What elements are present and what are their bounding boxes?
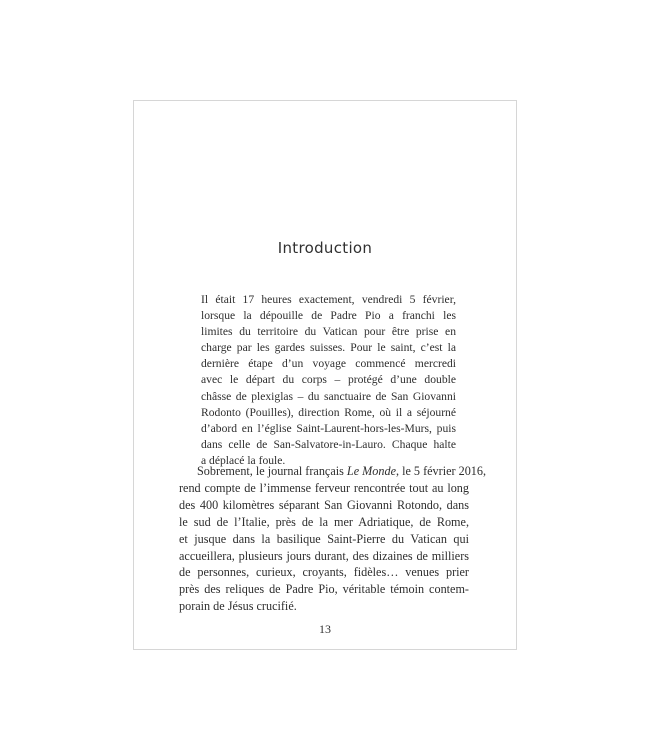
quote-line: châsse de plexiglas – du sanctuaire de San Giovanni [201, 389, 456, 403]
quote-line: lorsque la dépouille de Padre Pio a franchi les [201, 309, 456, 323]
quote-line: d’abord en l’église Saint-Laurent-hors-les-Murs, puis [201, 421, 456, 435]
quote-line: charge par les gardes suisses. Pour le saint, c’est la [201, 341, 456, 355]
body-line-first [179, 463, 487, 480]
body-line: de personnes, curieux, croyants, fidèles… venues prier [179, 565, 469, 580]
body-text: Sobrement, le journal français [197, 464, 347, 478]
newspaper-name: Le Monde [346, 464, 396, 478]
book-page [133, 100, 517, 650]
quote-line: dans celle de San-Salvatore-in-Lauro. Chaque halte [201, 437, 456, 451]
body-line: près des reliques de Padre Pio, véritable témoin contem- [179, 582, 469, 597]
body-line: accueillera, plusieurs jours durant, des dizaines de milliers [179, 548, 469, 563]
body-line: des 400 kilomètres séparant San Giovanni Rotondo, dans [179, 497, 469, 512]
body-line: le sud de l’Italie, près de la mer Adriatique, de Rome, [179, 514, 469, 529]
chapter-title: Introduction [277, 239, 373, 257]
body-paragraph [179, 463, 487, 615]
quote-line: limites du territoire du Vatican pour être prise en [201, 325, 456, 339]
quote-line: dernière étape d’un voyage commencé mercredi [201, 357, 456, 371]
quote-line: Rodonto (Pouilles), direction Rome, où il a séjourné [201, 405, 456, 419]
quoted-passage [201, 292, 456, 469]
body-line: et jusque dans la basilique Saint-Pierre du Vatican qui [179, 531, 469, 546]
quote-line: a déplacé la foule. [201, 453, 286, 467]
body-line: porain de Jésus crucifié. [179, 599, 297, 614]
body-line: rend compte de l’immense ferveur rencontrée tout au long [179, 480, 469, 495]
quote-line: avec le départ du corps – protégé d’une double [201, 373, 456, 387]
body-text: , le 5 février 2016, [396, 464, 487, 478]
quote-line: Il était 17 heures exactement, vendredi 5 février, [201, 293, 456, 306]
page-number: 13 [319, 622, 331, 636]
